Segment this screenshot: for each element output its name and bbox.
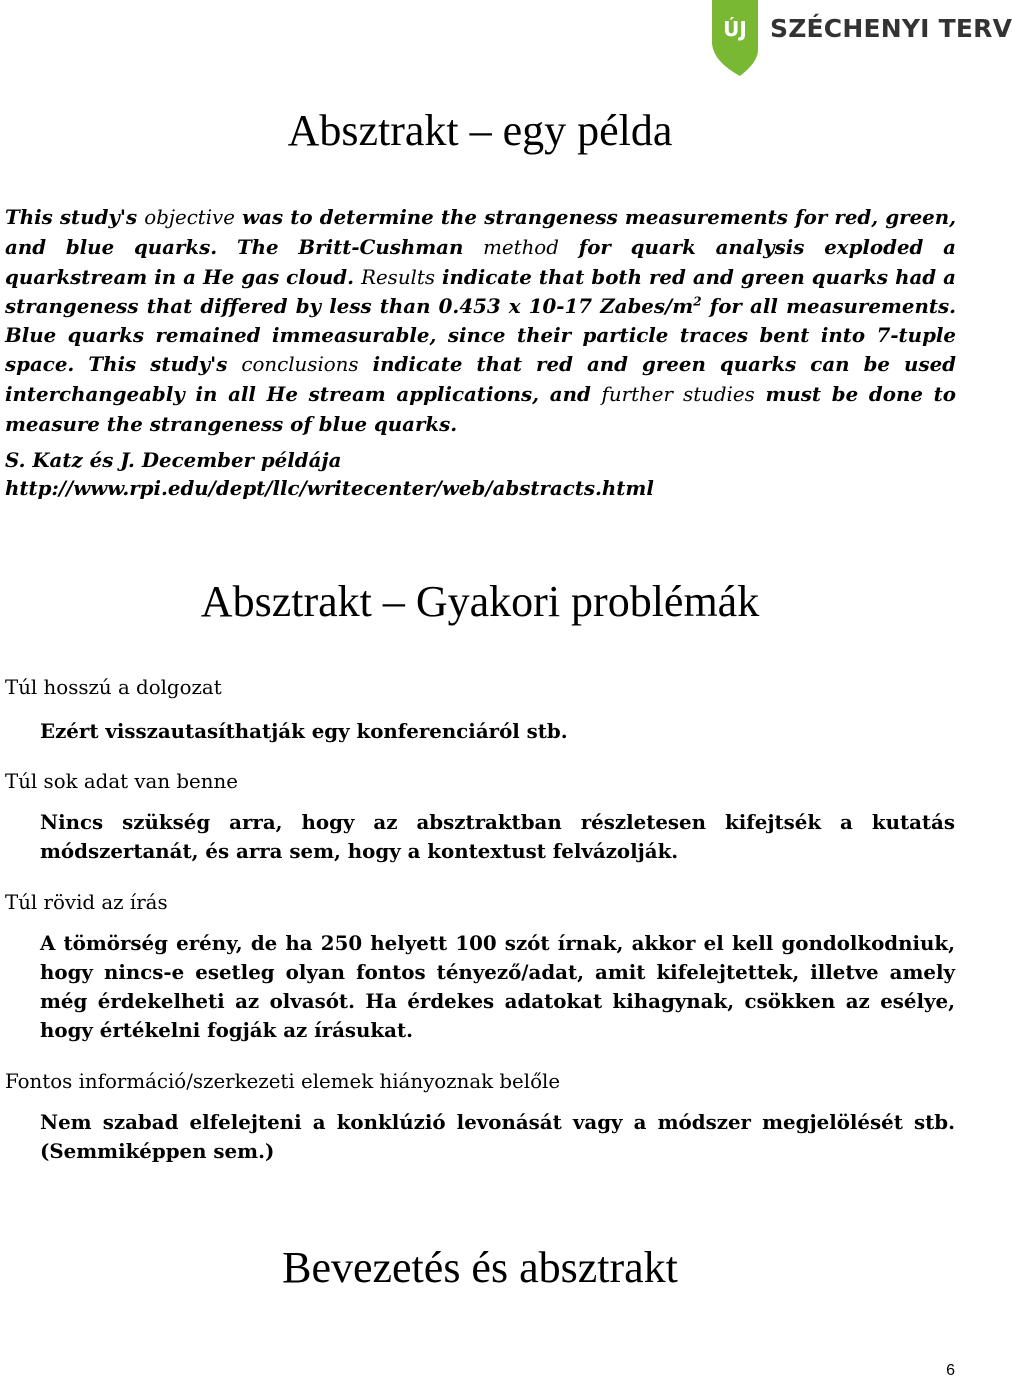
word-objective: objective [144, 206, 235, 229]
solution-4: Nem szabad elfelejteni a konklúzió levonását vagy a módszer megjelölését stb. (Semmiképpen sem.) [40, 1110, 955, 1163]
section2-title: Absztrakt – Gyakori problémák [200, 577, 760, 626]
solution-1: Ezért visszautasíthatják egy konferenciáról stb. [40, 719, 568, 743]
problem-2: Túl sok adat van benne [5, 770, 238, 793]
source-credit: S. Katz és J. December példája [5, 448, 342, 472]
logo-text: SZÉCHENYI TERV [770, 14, 1012, 43]
section3-title: Bevezetés és absztrakt [282, 1243, 678, 1292]
logo-badge: ÚJ [723, 17, 747, 41]
word-further-studies: further studies [601, 382, 755, 406]
page-number: 6 [946, 1362, 955, 1379]
section1-title: Absztrakt – egy példa [287, 106, 673, 155]
problem-1: Túl hosszú a dolgozat [5, 676, 222, 699]
problem-3: Túl rövid az írás [5, 891, 168, 914]
solution-2: Nincs szükség arra, hogy az absztraktban részletesen kifejtsék a kutatás módszertanát, és arra sem, hogy a kontextust felvázolják. [40, 810, 955, 863]
szechenyi-terv-logo [708, 0, 1012, 78]
uj-leaf-icon [708, 0, 772, 78]
solution-3: A tömörség erény, de ha 250 helyett 100 szót írnak, akkor el kell gondolkodniuk, hogy nincs-e esetleg olyan fontos tényező/adat, amit kifelejtettek, illetve amely még érdekelheti az olvasót. Ha érdekes adatokat kihagynak, csökken az esélye, hogy értékelni fogják az írásukat. [40, 931, 955, 1042]
example-abstract: This study's objective was to determine the strangeness measurements for red, green, and blue quarks. The Britt-Cushman method for quark analysis exploded a quarkstream in a He gas cloud. Results indicate that both red and green quarks had a strangeness that differed by less than 0.453 x 10-17 Zabes/$m^2$ for all measurements. Blue quarks remained immeasurable, since their particle traces bent into 7-tuple space. This study's conclusions indicate that red and green quarks can be used interchangeably in all He stream applications, and further studies must be done to measure the strangeness of blue quarks. [5, 205, 957, 436]
problem-4: Fontos információ/szerkezeti elemek hiányoznak belőle [5, 1070, 561, 1093]
word-conclusions: conclusions [241, 352, 359, 376]
word-method: method [483, 235, 559, 259]
word-results: Results [361, 265, 435, 289]
source-url: http://www.rpi.edu/dept/llc/writecenter/web/abstracts.html [5, 476, 654, 500]
